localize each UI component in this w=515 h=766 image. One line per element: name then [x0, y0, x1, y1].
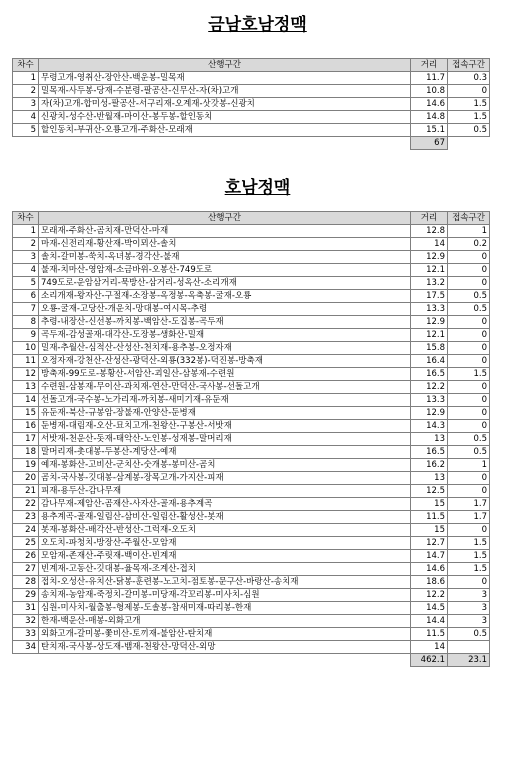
- table-row: [13, 576, 490, 589]
- row-access: 0.5: [448, 433, 490, 446]
- row-access: 0: [448, 251, 490, 264]
- table-row: [13, 251, 490, 264]
- total-access: 23.1: [448, 654, 490, 667]
- row-access: 0: [448, 394, 490, 407]
- row-order: 17: [13, 433, 39, 446]
- table-row: [13, 277, 490, 290]
- row-route: 탄치재-국사봉-상도재-뱀재-천왕산-망덕산-외망: [39, 641, 411, 654]
- row-route: 밀재-추월산-심적산-산성산-천치재-용추봉-오정자재: [39, 342, 411, 355]
- row-access: 1.5: [448, 111, 490, 124]
- row-route: 송치재-농암재-죽정치-갈미봉-미당재-각꼬리봉-미사치-심원: [39, 589, 411, 602]
- row-access: 3: [448, 589, 490, 602]
- row-access: 0.5: [448, 124, 490, 137]
- table-row: [13, 238, 490, 251]
- row-route: 불재-치마산-영암재-소금바위-오봉산-749도로: [39, 264, 411, 277]
- table-row: [13, 472, 490, 485]
- row-order: 14: [13, 394, 39, 407]
- row-order: 31: [13, 602, 39, 615]
- row-access: 0: [448, 381, 490, 394]
- table-row: [13, 72, 490, 85]
- row-distance: 12.9: [411, 251, 448, 264]
- total-row: [13, 654, 490, 667]
- row-order: 22: [13, 498, 39, 511]
- table-row: [13, 290, 490, 303]
- row-distance: 12.9: [411, 316, 448, 329]
- row-access: 1.5: [448, 98, 490, 111]
- row-order: 12: [13, 368, 39, 381]
- row-order: 2: [13, 85, 39, 98]
- table-row: [13, 446, 490, 459]
- row-access: 1.5: [448, 550, 490, 563]
- row-distance: 13.3: [411, 303, 448, 316]
- row-route: 말머리재-촛대봉-두봉산-계당산-예재: [39, 446, 411, 459]
- table-row: [13, 524, 490, 537]
- row-access: 0.3: [448, 72, 490, 85]
- col-header-order: 차수: [13, 59, 39, 72]
- row-order: 3: [13, 98, 39, 111]
- row-order: 23: [13, 511, 39, 524]
- row-access: 1.5: [448, 563, 490, 576]
- row-access: 0: [448, 407, 490, 420]
- row-order: 1: [13, 225, 39, 238]
- table-row: [13, 498, 490, 511]
- row-distance: 12.5: [411, 485, 448, 498]
- row-distance: 13.2: [411, 277, 448, 290]
- row-distance: 13: [411, 472, 448, 485]
- table-row: [13, 511, 490, 524]
- table-row: [13, 615, 490, 628]
- row-order: 29: [13, 589, 39, 602]
- row-distance: 16.4: [411, 355, 448, 368]
- row-route: 한재-백운산-매봉-외화고개: [39, 615, 411, 628]
- table-row: [13, 485, 490, 498]
- row-order: 8: [13, 316, 39, 329]
- total-blank: [39, 137, 411, 150]
- row-access: 1.7: [448, 498, 490, 511]
- table-row: [13, 433, 490, 446]
- row-access: 3: [448, 602, 490, 615]
- table-header-row: [13, 212, 490, 225]
- row-distance: 14: [411, 641, 448, 654]
- row-access: 0: [448, 355, 490, 368]
- row-distance: 17.5: [411, 290, 448, 303]
- row-distance: 10.8: [411, 85, 448, 98]
- row-order: 2: [13, 238, 39, 251]
- row-route: 솔치-갈미봉-쑥치-옥녀봉-경각산-불재: [39, 251, 411, 264]
- total-blank: [39, 654, 411, 667]
- row-route: 곡두재-감성골재-대각산-도장봉-생화산-밀재: [39, 329, 411, 342]
- row-access: 0: [448, 420, 490, 433]
- row-order: 5: [13, 124, 39, 137]
- row-route: 오룡-굴재-고당산-개운치-망대봉-여시목-추령: [39, 303, 411, 316]
- col-header-route: 산행구간: [39, 59, 411, 72]
- row-route: 소리개재-왕자산-구절재-소장봉-옥정봉-옥축봉-굴재-오룡: [39, 290, 411, 303]
- row-distance: 14.7: [411, 550, 448, 563]
- row-route: 방축재-99도로-봉황산-서암산-괴일산-삼봉재-수련원: [39, 368, 411, 381]
- row-access: 0: [448, 485, 490, 498]
- table-row: [13, 459, 490, 472]
- table-row: [13, 98, 490, 111]
- row-route: 빈계재-고동산-깃대봉-율목재-조계산-접치: [39, 563, 411, 576]
- table-row: [13, 563, 490, 576]
- table-row: [13, 394, 490, 407]
- row-distance: 14.6: [411, 563, 448, 576]
- row-order: 33: [13, 628, 39, 641]
- table-row: [13, 381, 490, 394]
- row-order: 7: [13, 303, 39, 316]
- row-order: 26: [13, 550, 39, 563]
- row-distance: 16.2: [411, 459, 448, 472]
- row-access: 0.5: [448, 628, 490, 641]
- row-route: 예재-봉화산-고비산-군치산-숫개봉-봉미산-곰치: [39, 459, 411, 472]
- row-route: 모래재-주화산-곰치재-만덕산-마재: [39, 225, 411, 238]
- row-distance: 16.5: [411, 368, 448, 381]
- row-access: 0: [448, 576, 490, 589]
- row-route: 곰치-국사봉-깃대봉-삼계봉-장목고개-가지산-피재: [39, 472, 411, 485]
- col-header-access: 접속구간: [448, 212, 490, 225]
- table-row: [13, 602, 490, 615]
- table-row: [13, 342, 490, 355]
- row-route: 할인동치-부귀산-오룡고개-주화산-모래재: [39, 124, 411, 137]
- row-access: 0: [448, 277, 490, 290]
- table-row: [13, 225, 490, 238]
- table-row: [13, 355, 490, 368]
- row-access: 0: [448, 85, 490, 98]
- total-distance: 67: [411, 137, 448, 150]
- total-blank: [13, 654, 39, 667]
- table-row: [13, 329, 490, 342]
- row-route: 오도치-파청치-방장산-주월산-모암재: [39, 537, 411, 550]
- section2-table: [12, 211, 490, 667]
- row-distance: 14.3: [411, 420, 448, 433]
- row-route: 신광치-성수산-반월재-마이산-봉두봉-할인동치: [39, 111, 411, 124]
- row-access: 1: [448, 225, 490, 238]
- row-access: 1.7: [448, 511, 490, 524]
- row-access: 0: [448, 316, 490, 329]
- row-distance: 15.1: [411, 124, 448, 137]
- table-row: [13, 550, 490, 563]
- row-order: 24: [13, 524, 39, 537]
- row-access: 0: [448, 472, 490, 485]
- row-distance: 16.5: [411, 446, 448, 459]
- row-order: 4: [13, 264, 39, 277]
- row-access: 0: [448, 524, 490, 537]
- row-distance: 11.5: [411, 511, 448, 524]
- row-distance: 12.9: [411, 407, 448, 420]
- row-route: 모암재-존재산-주릿재-백이산-빈계재: [39, 550, 411, 563]
- total-blank: [448, 137, 490, 150]
- row-access: 0.5: [448, 290, 490, 303]
- row-route: 수련원-삼봉재-무이산-과치재-연산-만덕산-국사봉-선돌고개: [39, 381, 411, 394]
- row-order: 18: [13, 446, 39, 459]
- table-row: [13, 124, 490, 137]
- section1-table: [12, 58, 490, 150]
- row-distance: 15: [411, 498, 448, 511]
- col-header-order: 차수: [13, 212, 39, 225]
- table-row: [13, 628, 490, 641]
- row-order: 15: [13, 407, 39, 420]
- row-route: 749도로-운암삼거리-묵방산-삼거리-성옥산-소리개재: [39, 277, 411, 290]
- col-header-route: 산행구간: [39, 212, 411, 225]
- row-access: 0.5: [448, 446, 490, 459]
- row-order: 34: [13, 641, 39, 654]
- row-order: 1: [13, 72, 39, 85]
- row-distance: 14: [411, 238, 448, 251]
- row-distance: 12.1: [411, 329, 448, 342]
- row-order: 4: [13, 111, 39, 124]
- row-route: 무령고개-영취산-장안산-백운봉-밀목재: [39, 72, 411, 85]
- section1-title: 금남호남정맥: [208, 15, 307, 35]
- row-order: 28: [13, 576, 39, 589]
- table-row: [13, 303, 490, 316]
- row-route: 접치-오성산-유치산-닭봉-훈련봉-노고치-점토봉-문구산-바랑산-송치재: [39, 576, 411, 589]
- row-distance: 12.1: [411, 264, 448, 277]
- row-order: 16: [13, 420, 39, 433]
- row-access: 1.5: [448, 368, 490, 381]
- table-row: [13, 407, 490, 420]
- section2-title: 호남정맥: [224, 178, 291, 198]
- row-order: 21: [13, 485, 39, 498]
- row-access: 0.2: [448, 238, 490, 251]
- table-row: [13, 537, 490, 550]
- row-distance: 18.6: [411, 576, 448, 589]
- table-row: [13, 85, 490, 98]
- row-distance: 11.7: [411, 72, 448, 85]
- row-distance: 14.4: [411, 615, 448, 628]
- row-route: 마재-신전리재-황산재-박이뫼산-솔치: [39, 238, 411, 251]
- row-route: 외화고개-갈미봉-쫓비산-토끼재-불암산-탄치재: [39, 628, 411, 641]
- total-row: [13, 137, 490, 150]
- row-route: 심원-미사치-월출봉-형제봉-도솔봉-참새미재-따리봉-한재: [39, 602, 411, 615]
- row-distance: 12.7: [411, 537, 448, 550]
- row-access: 0: [448, 342, 490, 355]
- table-row: [13, 641, 490, 654]
- row-order: 25: [13, 537, 39, 550]
- table-row: [13, 316, 490, 329]
- table-row: [13, 420, 490, 433]
- row-route: 자(차)고개-합미성-팔공산-서구리재-오계재-삿갓봉-신광치: [39, 98, 411, 111]
- row-route: 봇재-봉화산-배각산-반성산-그럭재-오도치: [39, 524, 411, 537]
- row-access: 0: [448, 264, 490, 277]
- col-header-distance: 거리: [411, 59, 448, 72]
- row-distance: 13: [411, 433, 448, 446]
- row-order: 5: [13, 277, 39, 290]
- row-distance: 12.2: [411, 381, 448, 394]
- row-route: 유둔재-북산-규봉암-장불재-안양산-둔병재: [39, 407, 411, 420]
- row-distance: 14.5: [411, 602, 448, 615]
- row-route: 용추계곡-골재-일림산-삼비산-일림산-활성산-봇재: [39, 511, 411, 524]
- row-distance: 11.5: [411, 628, 448, 641]
- row-order: 19: [13, 459, 39, 472]
- row-order: 3: [13, 251, 39, 264]
- row-order: 9: [13, 329, 39, 342]
- row-order: 20: [13, 472, 39, 485]
- row-access: [448, 641, 490, 654]
- row-distance: 15.8: [411, 342, 448, 355]
- row-route: 선돌고개-국수봉-노가리재-까치봉-새미기재-유둔재: [39, 394, 411, 407]
- row-access: 3: [448, 615, 490, 628]
- total-blank: [13, 137, 39, 150]
- row-distance: 13.3: [411, 394, 448, 407]
- row-route: 둔병재-대림재-오산-묘치고개-천왕산-구봉산-서밧재: [39, 420, 411, 433]
- row-route: 감나무재-제암산-곰재산-사자산-골재-용추계곡: [39, 498, 411, 511]
- row-distance: 12.8: [411, 225, 448, 238]
- col-header-distance: 거리: [411, 212, 448, 225]
- table-row: [13, 368, 490, 381]
- row-order: 10: [13, 342, 39, 355]
- row-order: 6: [13, 290, 39, 303]
- row-order: 32: [13, 615, 39, 628]
- row-route: 추령-내장산-신선봉-까치봉-백암산-도집봉-곡두재: [39, 316, 411, 329]
- row-access: 1: [448, 459, 490, 472]
- row-distance: 14.6: [411, 98, 448, 111]
- row-access: 0: [448, 329, 490, 342]
- table-row: [13, 111, 490, 124]
- table-header-row: [13, 59, 490, 72]
- row-order: 11: [13, 355, 39, 368]
- table-row: [13, 589, 490, 602]
- row-access: 1.5: [448, 537, 490, 550]
- total-distance: 462.1: [411, 654, 448, 667]
- row-access: 0.5: [448, 303, 490, 316]
- row-route: 밀목재-사두봉-당재-수분령-팔공산-신무산-자(차)고개: [39, 85, 411, 98]
- table-row: [13, 264, 490, 277]
- row-order: 27: [13, 563, 39, 576]
- row-distance: 12.2: [411, 589, 448, 602]
- row-route: 서밧재-천운산-돗재-태악산-노인봉-성재봉-말머리재: [39, 433, 411, 446]
- row-distance: 15: [411, 524, 448, 537]
- row-route: 오정자재-강천산-산성산-광덕산-외룡(332봉)-덕진봉-방축재: [39, 355, 411, 368]
- col-header-access: 접속구간: [448, 59, 490, 72]
- row-route: 피재-용두산-감나무재: [39, 485, 411, 498]
- row-distance: 14.8: [411, 111, 448, 124]
- row-order: 13: [13, 381, 39, 394]
